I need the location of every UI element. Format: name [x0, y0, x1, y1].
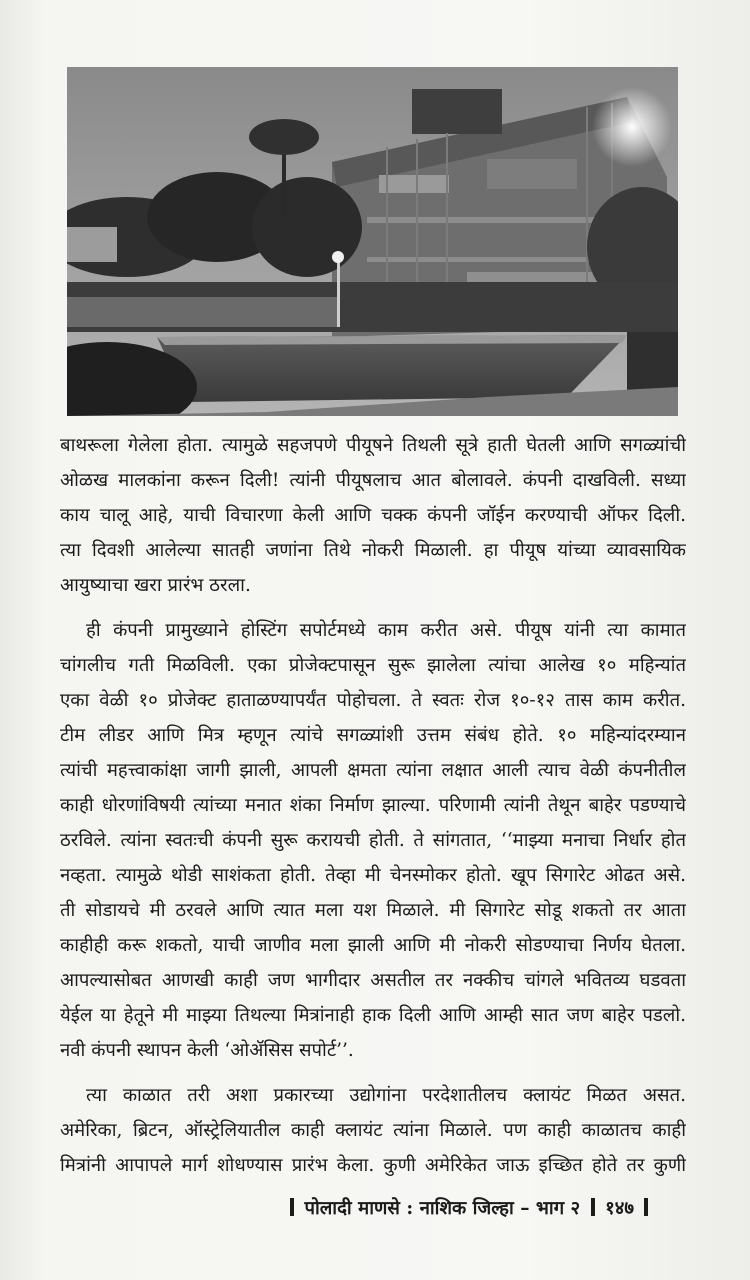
text-line: नवी कंपनी स्थापन केली ‘ओॲसिस सपोर्ट’’. [60, 1040, 354, 1061]
text-line: आयुष्याचा खरा प्रारंभ ठरला. [60, 575, 251, 596]
text-line: टीम लीडर आणि मित्र म्हणून त्यांचे सगळ्यांशी उत्तम संबंध होते. १० महिन्यांदरम्यान [60, 725, 686, 746]
text-line: त्या दिवशी आलेल्या सातही जणांना तिथे नोकरी मिळाली. हा पीयूष यांच्या व्यावसायिक [60, 540, 686, 561]
text-line: येईल या हेतूने मी माझ्या तिथल्या मित्रांनाही हाक दिली आणि आम्ही सात जण बाहेर पडलो. [60, 1005, 686, 1026]
text-line: ती सोडायचे मी ठरवले आणि त्यात मला यश मिळाले. मी सिगारेट सोडू शकतो तर आता [60, 900, 686, 921]
text-line: काहीही करू शकतो, याची जाणीव मला झाली आणि मी नोकरी सोडण्याचा निर्णय घेतला. [60, 935, 686, 956]
text-line: अमेरिका, ब्रिटन, ऑस्ट्रेलियातील काही क्लायंट त्यांना मिळाले. पण काही काळातच काही [60, 1120, 686, 1141]
book-title: पोलादी माणसे : नाशिक जिल्हा – भाग २ [304, 1198, 581, 1219]
text-line: एका वेळी १० प्रोजेक्ट हाताळण्यापर्यंत पोहोचला. ते स्वतः रोज १०-१२ तास काम करीत. [60, 690, 686, 711]
paragraph-1 [60, 428, 686, 603]
text-line: बाथरूला गेलेला होता. त्यामुळे सहजपणे पीयूषने तिथली सूत्रे हाती घेतली आणि सगळ्यांची [60, 435, 686, 456]
text-line: काही धोरणांविषयी त्यांच्या मनात शंका निर्माण झाल्या. परिणामी त्यांनी तेथून बाहेर पडण्याचे [60, 795, 686, 816]
footer-divider [644, 1198, 648, 1216]
page-footer [286, 1194, 676, 1224]
paragraph-3 [60, 1078, 686, 1183]
text-line: काय चालू आहे, याची विचारणा केली आणि चक्क कंपनी जॉईन करण्याची ऑफर दिली. [60, 505, 686, 526]
text-line: त्यांची महत्त्वाकांक्षा जागी झाली, आपली क्षमता त्यांना लक्षात आली त्याच वेळी कंपनीतील [60, 760, 686, 781]
text-line: चांगलीच गती मिळविली. एका प्रोजेक्टपासून सुरू झालेला त्यांचा आलेख १० महिन्यांत [60, 655, 686, 676]
text-line: मित्रांनी आपापले मार्ग शोधण्यास प्रारंभ केला. कुणी अमेरिकेत जाऊ इच्छित होते तर कुणी [60, 1155, 686, 1176]
text-line: आपल्यासोबत आणखी काही जण भागीदार असतील तर नक्कीच चांगले भवितव्य घडवता [60, 970, 686, 991]
building-photo [67, 67, 678, 416]
text-line: त्या काळात तरी अशा प्रकारच्या उद्योगांना परदेशातीलच क्लायंट मिळत असत. [86, 1085, 686, 1106]
page-number: १४७ [605, 1198, 634, 1219]
footer-divider [591, 1198, 595, 1216]
text-line: नव्हता. त्यामुळे थोडी साशंकता होती. तेव्हा मी चेनस्मोकर होतो. खूप सिगारेट ओढत असे. [60, 865, 686, 886]
body-text [60, 428, 686, 1183]
building-image-icon [67, 67, 678, 416]
footer-divider [290, 1198, 294, 1216]
text-line: ओळख मालकांना करून दिली! त्यांनी पीयूषलाच आत बोलावले. कंपनी दाखविली. सध्या [60, 470, 686, 491]
paragraph-2 [60, 613, 686, 1068]
text-line: ठरविले. त्यांना स्वतःची कंपनी सुरू करायची होती. ते सांगतात, ‘‘माझ्या मनाचा निर्धार होत [60, 830, 686, 851]
text-line: ही कंपनी प्रामुख्याने होस्टिंग सपोर्टमध्ये काम करीत असे. पीयूष यांनी त्या कामात [86, 620, 686, 641]
